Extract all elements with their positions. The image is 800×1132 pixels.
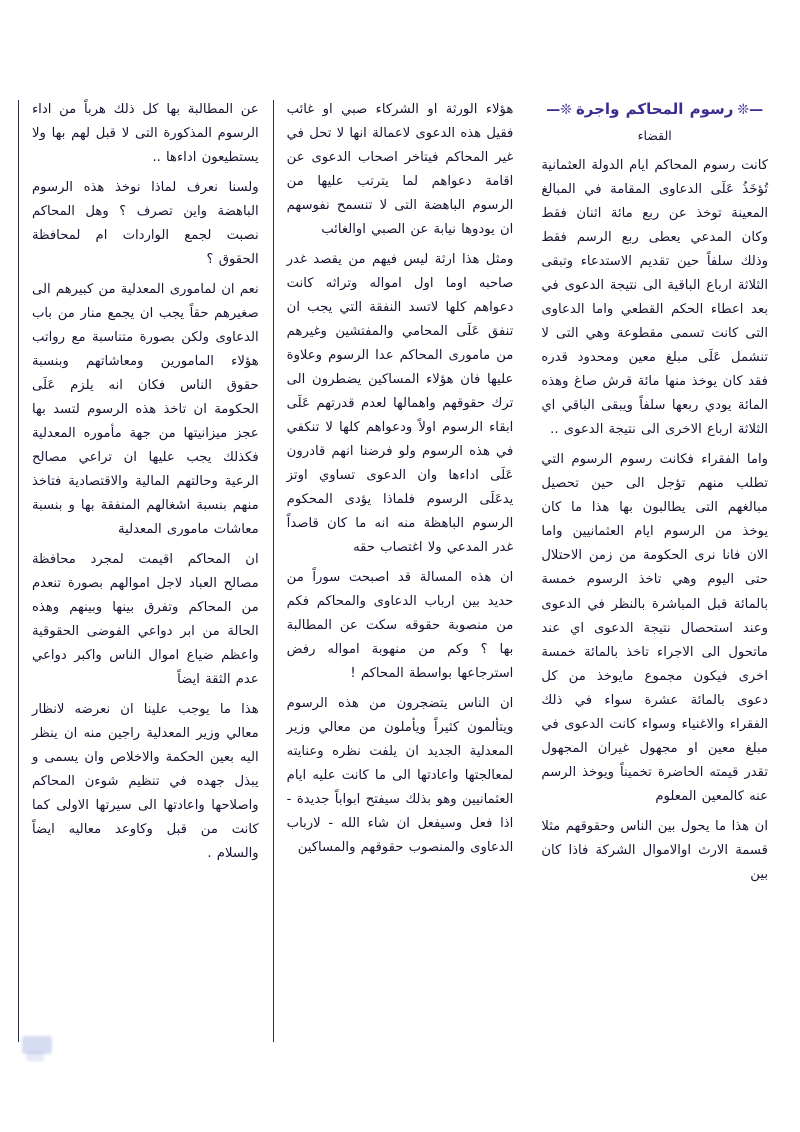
paragraph: ومثل هذا ارثة ليس فيهم من يقصد غدر صاحبه اوما اول امواله وتراثه كانت دعواهم كلها لاتسد النفقة التي يجب ان تنفق عَلَى المحامي والمفتشين وغيرهم من مامورى المحاكم عدا الرسوم وعلاوة عليها فان هؤلاء المساكين يضطرون الى ترك حقوقهم واهمالها لعدم قدرتهم عَلَى ابقاء الرسوم اولاً ودعواهم كلها لا تنكفي في هذه الرسوم ولو فرضنا انهم قادرون عَلَى اداءها وان الدعوى تساوي اوتز يدعَلَى الرسوم فلماذا يؤدى المحكوم الرسوم الباهظة منه انه ما كان قاصداً غدر المدعي ولا اغتصاب حقه — [286, 252, 514, 556]
headline-text: رسوم المحاكم واجرة — [575, 100, 734, 118]
paragraph: ان هذه المسالة قد اصبحت سوراً من حديد بين ارباب الدعاوى والمحاكم فكم من منصوبة حقوقه سكت عن المطالبة بها ؟ وكم من منهوبة امواله رفض استرجاعها بواسطة المحاكم ! — [286, 570, 514, 682]
article-headline — [541, 96, 768, 123]
ink-smudge-secondary — [26, 1052, 44, 1062]
article-columns — [18, 96, 782, 1046]
paragraph: نعم ان لمامورى المعدلية من كبيرهم الى صغيرهم حقاً يجب ان يجمع منار من باب الدعاوى ولكن بصورة متناسبة مع رواتب هؤلاء المامورين ومعاشاتهم وبنسبة حقوق الناس فكان انه يلزم عَلَى الحكومة ان تاخذ هذه الرسوم لتسد بها عجز ميزانيتها من جهة مأموره المعدلية فكذلك يجب عليها ان تراعي مصالح الرعية وحالتهم المالية والاقتصادية فتاخذ منهم بنسبة اشغالهم المنفقة بها و بنسبة معاشات مامورى المعدلية — [31, 282, 259, 538]
paragraph: هذا ما يوجب علينا ان نعرضه لانظار معالي وزير المعدلية راجين منه ان ينظر اليه بعين الحكمة والاخلاص وان يسمى و يبذل جهده في تنظيم شوءن المحاكم واصلاحها واعادتها الى سيرتها الاولى كما كانت من قبل وكاوعد معاليه ايضاً والسلام . — [31, 702, 259, 862]
paragraph: عن المطالبة بها كل ذلك هرباً من اداء الرسوم المذكورة التى لا قبل لهم بها ولا يستطيعون اداءها .. — [31, 102, 259, 166]
ornament-left-icon: ❊— — [546, 102, 572, 118]
paragraph: واما الفقراء فكانت رسوم الرسوم التي تطلب منهم تؤجل الى حين تحصيل مبالغهم التى يطالبون بها هذا ما كان يوخذ من الرسوم ايام العثمانيين واما الان فانا نرى الحكومة من زمن الاحتلال حتى اليوم وهي تاخذ الرسوم خمسة بالمائة قبل المباشرة بالنظر في الدعوى وعند استحصال نتيجة الدعوى اي عند ماتحول الى الاجراء تاخذ بالمائة خمسة اخرى فيكون مجموع مايوخذ من كل دعوى بالمائة عشرة سواء في ذلك الفقراء والاغنياء وسواء كانت الدعوى في مبلغ معين او مجهول غيران المجهول تقدر قيمته الحاضرة تخميناً ويوخذ الرسم عنه كالمعين المعلوم — [541, 452, 768, 804]
paragraph: كانت رسوم المحاكم ايام الدولة العثمانية تُؤخَذُ عَلَى الدعاوى المقامة في المبالغ المعينة توخذ عن ربع مائة اثنان فقط وكان المدعي يعطى ربع الرسم فقط وذلك سلفاً حين تقديم الاستدعاء وتبقى الثلاثة ارباع الباقية الى نتيجة الدعوى في بعد اعطاء الحكم القطعي واما الدعاوى التى كانت تسمى مقطوعة وهي التى لا تنشمل عَلَى مبلغ معين ومحدود قدره فقد كان يوخذ منها مائة قرش صاغ وهذه المائة يودي ربعها سلفاً ويبقى الباقي اي الثلاثة ارباع الاخرى الى نتيجة الدعوى .. — [541, 158, 768, 438]
column-right — [527, 96, 782, 1046]
paragraph: ان الناس يتضجرون من هذه الرسوم ويتألمون كثيراً ويأملون من معالي وزير المعدلية الجديد ان يلفت نظره وعنايته لمعالجتها واعادتها الى ما كانت عليه ايام العثمانيين وهو بذلك سيفتح ابواباً جديدة - اذا فعل وسيفعل ان شاء الله - لارباب الدعاوى والمنصوب حقوقهم والمساكين — [286, 696, 514, 856]
paragraph: ولسنا نعرف لماذا نوخذ هذه الرسوم الباهضة واين تصرف ؟ وهل المحاكم نصبت لجمع الواردات ام لمحافظة الحقوق ؟ — [31, 180, 259, 268]
ornament-right-icon: —❊ — [737, 102, 764, 118]
column-middle — [273, 96, 528, 1046]
article-subhead: القضاء — [637, 128, 672, 144]
page-bottom-margin — [0, 1062, 800, 1132]
paragraph: ان هذا ما يحول بين الناس وحقوقهم مثلا قسمة الارث اوالاموال الشركة فاذا كان بين — [541, 818, 768, 882]
paragraph: ان المحاكم اقيمت لمجرد محافظة مصالح العباد لاجل اموالهم بصورة تنعدم من المحاكم وتفرق بينها وبينهم وهذه الحالة من ابر دواعي الفوضى الحقوقية واعظم ضياع اموال الناس واكبر دواعي عدم الثقة ايضاً — [31, 552, 259, 688]
paragraph: هؤلاء الورثة او الشركاء صبي او غائب فقيل هذه الدعوى لاعمالة انها لا تحل في غير المحاكم فيتاخر اصحاب الدعوى عن اقامة دعواهم لما يترتب عليها من الرسوم الباهضة التى لا تنسمح نفوسهم ان يودوها نيابة عن الصبي اوالغائب — [286, 102, 514, 238]
column-left — [18, 96, 273, 1046]
